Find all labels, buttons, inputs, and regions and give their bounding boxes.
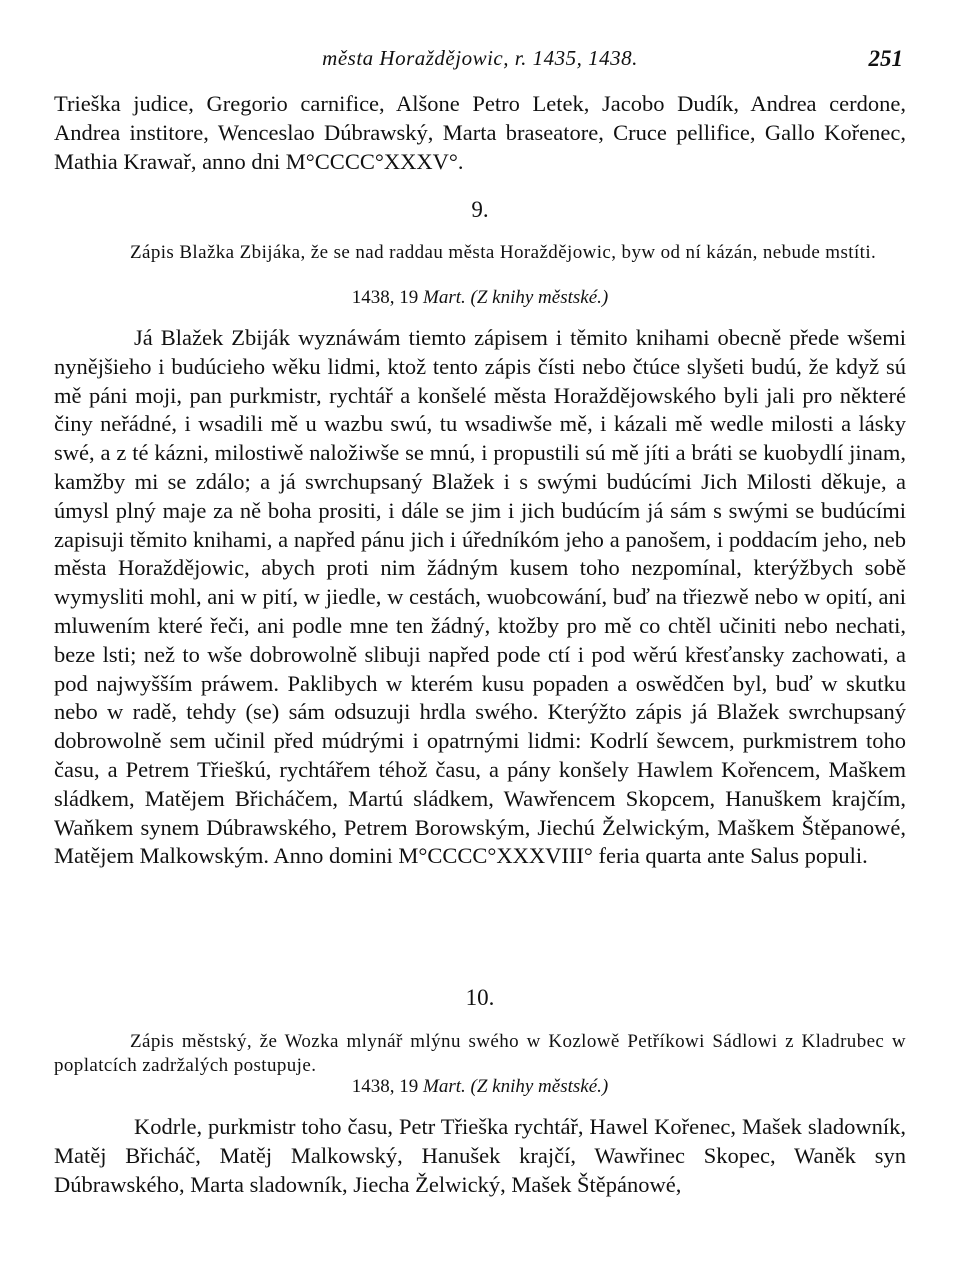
document-summary: Zápis městský, že Wozka mlynář mlýnu swého w Kozlowě Petříkowi Sádlowi z Kladrubec w poplatcích zadržalých postupuje. [54,1031,906,1076]
document-number: 9. [471,197,489,222]
document-date: 1438, 19 [351,1076,419,1097]
document-number: 10. [465,985,495,1010]
document-date-month: Mart. [423,1076,466,1097]
running-title: města Horaždějowic, r. 1435, 1438. [322,46,638,70]
page-header [0,46,960,80]
document-source: (Z knihy městské.) [470,287,609,308]
document-dateline [0,287,960,309]
document-dateline [0,1076,960,1098]
document-source: (Z knihy městské.) [470,1076,609,1097]
document-body: Já Blažek Zbiják wyznáwám tiemto zápisem i těmito knihami obecně přede wšemi nynějšieho i budúcieho wěku lidmi, ktož tento zápis čísti nebo čtúce slyšeti budú, že když sú mě páni moji, pan purkmistr, rychtář a konšelé města Horaždějowského byli jali pro některé činy neřádné, i wsadili mě u wazbu swú, tu wsadiwše mě, i kázali mě wedle milosti a lásky swé, a z té kázni, milostiwě naložiwše se mnú, i propustili sú mě jíti a bráti se kuobydlí jinam, kamžby mi se zdálo; a já swrchupsaný Blažek i s swými budúcími Jich Milosti děkuje, a úmysl plný maje za ně boha prositi, i dále se jim i jich budúcím já sám s swými se budúcími zapisuji těmito knihami, a napřed pánu jich i úředníkóm jeho a panošem, i poddacím jeho, neb města Horaždějowic, abych proti nim žádným kusem toho nezpomínal, kterýžbych sobě wymysliti mohl, ani w pití, w jiedle, w cestách, wuobcowání, buď na třiezwě nebo w opití, ani mluwením které řeči, ani podle mne ten žádný, ktožby pro mě co chtěl učiniti nebo nechati, beze lsti; než to wše dobrowolně slibuji napřed pode ctí i pod wěrú křesťansky zachowati, a pod najwyšším práwem. Paklibych w kterém kusu popaden a oswědčen byl, buď w skutku nebo w radě, tehdy (se) sám odsuzuji hrdla swého. Kterýžto zápis já Blažek swrchupsaný dobrowolně sem učinil před múdrými i opatrnými lidmi: Kodrlí šewcem, purkmistrem toho času, a Petrem Třieškú, rychtářem téhož času, a pány konšely Hawlem Kořencem, Maškem sládkem, Matějem Břicháčem, Martú sládkem, Wawřencem Skopcem, Hanuškem krajčím, Waňkem synem Dúbrawského, Petrem Borowským, Jiechú Želwickým, Maškem Štěpanowé, Matějem Malkowským. Anno domini M°CCCC°XXXVIII° feria quarta ante Salus populi. [54,325,906,869]
page-number: 251 [868,46,903,71]
intro-paragraph: Trieška judice, Gregorio carnifice, Alšone Petro Letek, Jacobo Dudík, Andrea cerdone, Andrea institore, Wenceslao Dúbrawský, Marta braseatore, Cruce pellifice, Gallo Kořenec, Mathia Krawař, anno dni M°CCCC°XXXV°. [54,91,906,174]
document-summary: Zápis Blažka Zbijáka, že se nad raddau města Horaždějowic, byw od ní kázán, nebude mstíti. [130,242,877,263]
document-date: 1438, 19 [351,287,419,308]
document-body: Kodrle, purkmistr toho času, Petr Třieška rychtář, Hawel Kořenec, Mašek sladowník, Matěj Břicháč, Matěj Malkowský, Hanušek krajčí, Wawřinec Skopec, Waněk syn Dúbrawského, Marta sladowník, Jiecha Želwický, Mašek Štěpánowé, [54,1114,906,1197]
document-date-month: Mart. [423,287,466,308]
